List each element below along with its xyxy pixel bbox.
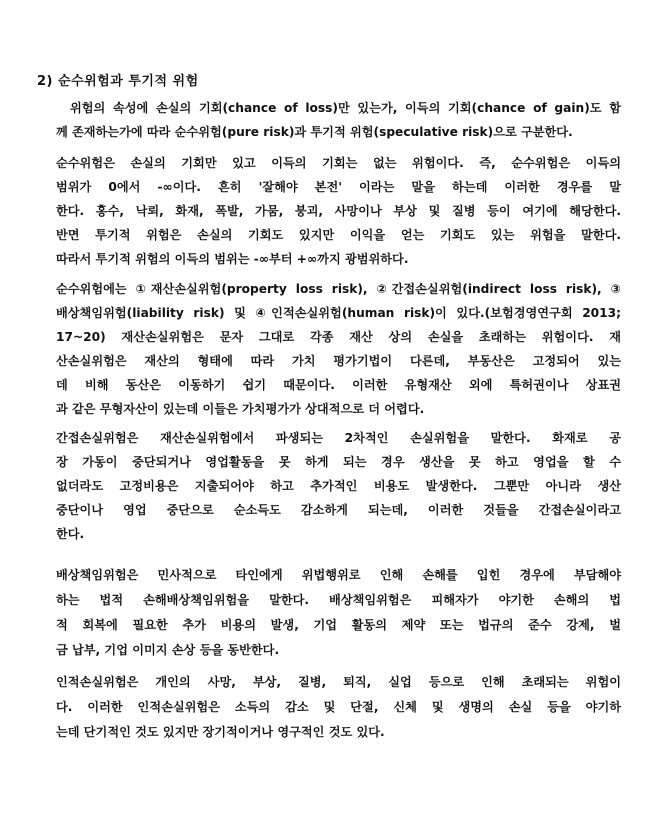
paragraph-property-line: 17~20) 재산손실위험은 문자 그대로 각종 재산 상의 손실을 초래하는 위험이다. 재: [56, 330, 621, 344]
paragraph-indirect-line: 중단이나 영업 중단으로 순소득도 감소하게 되는데, 이러한 것들을 간접손실이라고: [56, 503, 621, 517]
paragraph-pure-line: 순수위험은 손실의 기회만 있고 이득의 기회는 없는 위험이다. 즉, 순수위험은 이득의: [56, 156, 621, 170]
paragraph-intro-line: 께 존재하는가에 따라 순수위험(pure risk)과 투기적 위험(speculative risk)으로 구분한다.: [56, 125, 573, 139]
paragraph-property-line: 순수위험에는 ①재산손실위험(property loss risk), ②간접손실위험(indirect loss risk), ③: [56, 282, 621, 296]
paragraph-pure-line: 범위가 0에서 -∞이다. 흔히 '잘해야 본전' 이라는 말을 하는데 이러한 경우를 말: [56, 180, 621, 194]
paragraph-indirect-line: 한다.: [56, 527, 85, 541]
paragraph-property-line: 데 비해 동산은 이동하기 쉽기 때문이다. 이러한 유형재산 외에 특허권이나 상표권: [56, 378, 621, 392]
paragraph-liability-line: 적 회복에 필요한 추가 비용의 발생, 기업 활동의 제약 또는 법규의 준수 강제, 벌: [56, 618, 621, 632]
paragraph-liability-line: 금 납부, 기업 이미지 손상 등을 동반한다.: [56, 643, 280, 657]
paragraph-liability-line: 하는 법적 손해배상책임위험을 말한다. 배상책임위험은 피해자가 야기한 손해의 법: [56, 593, 621, 607]
paragraph-human-line: 다. 이러한 인적손실위험은 소득의 감소 및 단절, 신체 및 생명의 손실 등을 야기하: [56, 700, 621, 714]
section-heading: 2) 순수위험과 투기적 위험: [37, 74, 199, 89]
paragraph-liability-line: 배상책임위험은 민사적으로 타인에게 위법행위로 인해 손해를 입힌 경우에 부담해야: [56, 568, 621, 582]
paragraph-indirect-line: 없더라도 고정비용은 지출되어야 하고 추가적인 비용도 발생한다. 그뿐만 아니라 생산: [56, 479, 621, 493]
paragraph-human-line: 인적손실위험은 개인의 사망, 부상, 질병, 퇴직, 실업 등으로 인해 초래되는 위험이: [56, 675, 621, 689]
paragraph-pure-line: 따라서 투기적 위험의 이득의 범위는 -∞부터 +∞까지 광범위하다.: [56, 252, 409, 266]
paragraph-indirect-line: 간접손실위험은 재산손실위험에서 파생되는 2차적인 손실위험을 말한다. 화재로 공: [56, 431, 621, 445]
paragraph-intro-line: 위험의 속성에 손실의 기회(chance of loss)만 있는가, 이득의 기회(chance of gain)도 함: [70, 101, 621, 115]
paragraph-human-line: 는데 단기적인 것도 있지만 장기적이거나 영구적인 것도 있다.: [56, 725, 385, 739]
paragraph-property-line: 배상책임위험(liability risk) 및 ④인적손실위험(human risk)이 있다.(보험경영연구회 2013;: [56, 306, 621, 320]
paragraph-property-line: 산손실위험은 재산의 형태에 따라 가치 평가기법이 다른데, 부동산은 고정되어 있는: [56, 354, 621, 368]
paragraph-pure-line: 한다. 홍수, 낙뢰, 화재, 폭발, 가뭄, 붕괴, 사망이나 부상 및 질병 등이 여기에 해당한다.: [56, 204, 621, 218]
paragraph-indirect-line: 장 가동이 중단되거나 영업활동을 못 하게 되는 경우 생산을 못 하고 영업을 할 수: [56, 455, 621, 469]
paragraph-pure-line: 반면 투기적 위험은 손실의 기회도 있지만 이익을 얻는 기회도 있는 위험을 말한다.: [56, 228, 621, 242]
paragraph-property-line: 과 같은 무형자산이 있는데 이들은 가치평가가 상대적으로 더 어렵다.: [56, 402, 425, 416]
